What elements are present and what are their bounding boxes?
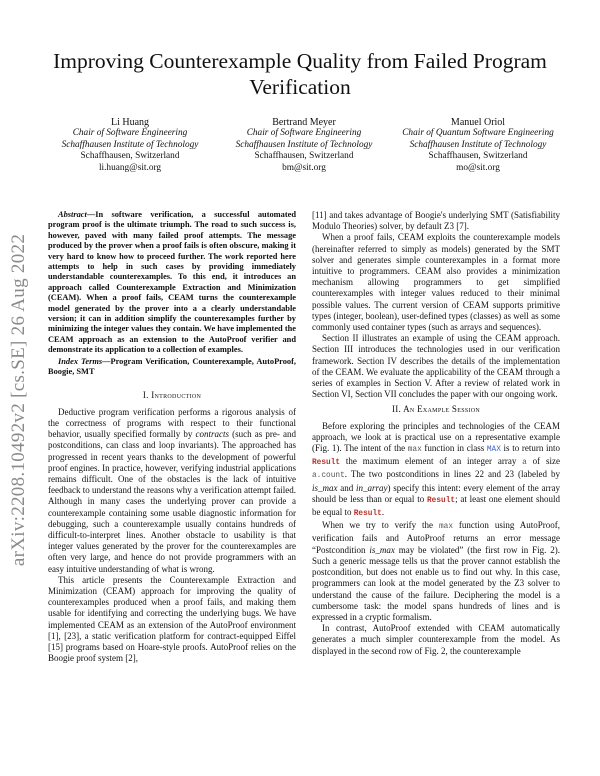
example-paragraph-1 — [312, 421, 560, 521]
text-run: is to return into — [500, 443, 560, 454]
author-block — [44, 117, 564, 174]
emphasis: is_max — [369, 544, 395, 555]
section-heading-introduction: I. Introduction — [142, 389, 202, 400]
index-terms-text: —Program Verification, Counterexample, AutoProof, Boogie, SMT — [48, 356, 297, 377]
arxiv-sidebar — [4, 210, 34, 590]
text-run: Deductive program verification performs a rigorous analysis of the correctness of programs with respect to their functional behavior, usually specified formally by — [48, 406, 296, 440]
code-Result: Result — [427, 496, 456, 505]
author-affiliation: Chair of Quantum Software Engineering — [402, 128, 554, 139]
text-run: ; at least one element should be equal to — [312, 493, 560, 518]
text-run: and — [337, 482, 357, 493]
text-run: function using AutoProof, verification fails and AutoProof returns an error message “Postcondition — [312, 520, 561, 555]
author-location: Schaffhausen, Switzerland — [80, 151, 180, 162]
author-email[interactable]: li.huang@sit.org — [98, 162, 162, 173]
abstract — [48, 210, 296, 356]
text-run: may be violated” (the first row in Fig. 2). Such a generic message tells us that the prover cannot establish the postcondition, but does not enable us to find out why. In this case, programmers can look at the model generated by the Z3 solver to understand the cause of the failure. Deciphering the model is a cumbersome task: the model spans hundreds of lines and is expressed in a cryptic formalism. — [312, 544, 561, 622]
code-Result: Result — [353, 510, 382, 519]
author-1 — [44, 117, 216, 174]
arxiv-identifier[interactable]: arXiv:2208.10492v2 [cs.SE] 26 Aug 2022 — [8, 233, 29, 567]
text-run: of size — [526, 456, 560, 467]
intro-paragraph-2: This article presents the Counterexample Extraction and Minimization (CEAM) approach for improving the quality of counterexamples produced when a proof fails, and making them usable for identifying and correcting the underlying bugs. We have implemented CEAM as an extension of the AutoProof environment [1], [23], a static verification platform for contract-equipped Eiffel [15] programs based on Hoare-style proofs. AutoProof relies on the Boogie proof system [2], — [48, 574, 296, 664]
author-location: Schaffhausen, Switzerland — [254, 151, 354, 162]
text-run: When we try to verify the — [322, 520, 439, 531]
abstract-label: Abstract — [58, 210, 87, 219]
text-run: (such as pre- and postconditions, can class and loop invariants). The approached has progressed in recent years thanks to the development of powerful proof engines. In practice, however, verifying industrial applications remains difficult. One of the obstacles is the lack of intuitive feedback to understand the reasons why a verification attempt failed. Although in many cases the underlying prover can provide a counterexample containing some usable diagnostic information for debugging, such a counterexample usually contains hundreds of difficult-to-interpret lines. Another obstacle to usability is that integer values generated by the prover for the counterexamples are often very large, and hence do not provide programmers with an easy intuitive understanding of what is wrong. — [48, 429, 296, 574]
right-paragraph-1: When a proof fails, CEAM exploits the counterexample models (hereinafter referred to simply as models) generated by the SMT solver and generates simple counterexamples in a format more intuitive to programmers. CEAM also provides a minimization mechanism allowing programmers to get simplified counterexamples with integer values reduced to their minimal possible values. The current version of CEAM supports primitive types (integer, boolean), user-defined types (classes) as well as some commonly used container types (such as arrays and sequences). — [312, 232, 560, 333]
intro-paragraph-1 — [48, 407, 296, 575]
author-3 — [392, 117, 564, 174]
text-run: Before exploring the principles and technologies of the CEAM approach, we look at is practical use on a representative example (Fig. 1). The intent of the — [312, 420, 560, 454]
author-location: Schaffhausen, Switzerland — [428, 151, 528, 162]
author-name: Manuel Oriol — [450, 117, 506, 128]
right-paragraph-0: [11] and takes advantage of Boogie's underlying SMT (Satisfiability Modulo Theories) solver, by default Z3 [7]. — [312, 210, 560, 232]
code-a-count: a.count — [312, 472, 345, 481]
index-terms-label: Index Terms — [58, 356, 103, 366]
author-institute: Schaffhausen Institute of Technology — [235, 139, 373, 150]
abstract-text: —In software verification, a successful automated program proof is the ultimate triumph. The road to such success is, however, paved with many failed proof attempts. The message produced by the prover when a proof fails is often obscure, making it very hard to know how to proceed further. The work reported here attempts to help in such cases by providing immediately understandable counterexamples. To this end, it introduces an approach called Counterexample Extraction and Minimization (CEAM). When a proof fails, CEAM turns the counterexample model generated by the prover into a a clearly understandable version; it can in addition simplify the counterexamples further by minimizing the integer values they contain. We have implemented the CEAM approach as an extension to the AutoProof verifier and demonstrate its application to a collection of examples. — [48, 210, 296, 355]
author-email[interactable]: mo@sit.org — [456, 162, 500, 173]
author-name: Li Huang — [110, 117, 150, 128]
index-terms — [48, 357, 296, 378]
code-Result: Result — [312, 459, 341, 468]
author-2 — [218, 117, 390, 174]
author-name: Bertrand Meyer — [272, 117, 336, 128]
right-column — [312, 210, 560, 657]
author-affiliation: Chair of Software Engineering — [246, 128, 362, 139]
left-column — [48, 210, 296, 664]
author-affiliation: Chair of Software Engineering — [72, 128, 188, 139]
right-paragraph-2: Section II illustrates an example of using the CEAM approach. Section III introduces the technologies used in our verification framework. Section IV describes the details of the implementation of the CEAM. We evaluate the applicability of the CEAM through a series of examples in Section V. After a review of related work in Section VI, Section VII concludes the paper with our ongoing work. — [312, 333, 560, 400]
example-paragraph-3: In contrast, AutoProof extended with CEAM automatically generates a much simpler counterexample from the model. As displayed in the second row of Fig. 2, the counterexample — [312, 623, 560, 656]
paper-title: Improving Counterexample Quality from Failed Program Verification — [53, 49, 547, 99]
emphasis: contracts — [195, 429, 229, 440]
section-heading-example-session: II. An Example Session — [391, 404, 481, 415]
code-max: max — [438, 523, 454, 532]
emphasis: is_max — [312, 482, 338, 493]
author-institute: Schaffhausen Institute of Technology — [61, 139, 199, 150]
text-run: . — [381, 507, 385, 518]
text-run: the maximum element of an integer array — [340, 456, 523, 467]
code-class-MAX: MAX — [486, 446, 501, 455]
emphasis: in_array — [356, 482, 388, 493]
text-run: function in class — [421, 443, 487, 454]
text-run: ) specify this intent: every element of the array should be less than or equal to — [312, 482, 560, 504]
example-paragraph-2 — [312, 520, 560, 623]
code-a: a — [522, 459, 527, 468]
author-email[interactable]: bm@sit.org — [282, 162, 326, 173]
text-run: . The two postconditions in lines 22 and 23 (labeled by — [344, 469, 560, 480]
code-max: max — [407, 446, 422, 455]
author-institute: Schaffhausen Institute of Technology — [409, 139, 547, 150]
